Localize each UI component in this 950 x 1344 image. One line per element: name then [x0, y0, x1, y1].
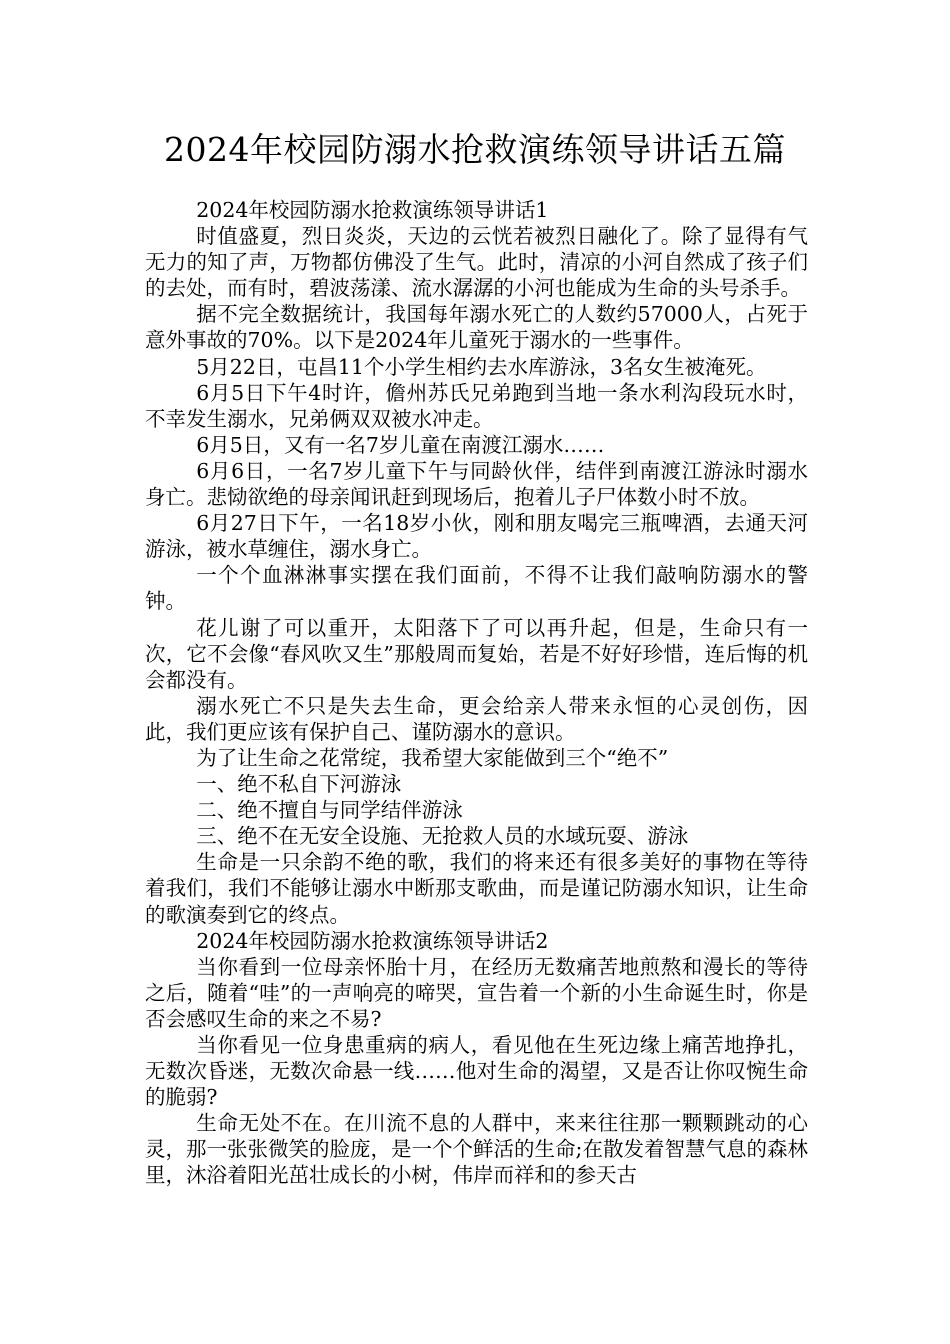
paragraph: 当你看见一位身患重病的病人，看见他在生死边缘上痛苦地挣扎，无数次昏迷，无数次命悬一线……他对生命的渴望，又是否让你叹惋生命的脆弱?	[145, 1033, 808, 1110]
paragraph: 生命无处不在。在川流不息的人群中，来来往往那一颗颗跳动的心灵，那一张张微笑的脸庞，是一个个鲜活的生命;在散发着智慧气息的森林里，沐浴着阳光茁壮成长的小树，伟岸而祥和的参天古	[145, 1111, 808, 1188]
list-item: 三、绝不在无安全设施、无抢救人员的水域玩耍、游泳	[196, 824, 689, 849]
list-item: 二、绝不擅自与同学结伴游泳	[196, 798, 463, 823]
paragraph: 6月6日，一名7岁儿童下午与同龄伙伴，结伴到南渡江游泳时溺水身亡。悲恸欲绝的母亲闻讯赶到现场后，抱着儿子尸体数小时不放。	[145, 458, 808, 510]
document-title: 2024年校园防溺水抢救演练领导讲话五篇	[164, 130, 786, 169]
paragraph: 溺水死亡不只是失去生命，更会给亲人带来永恒的心灵创伤，因此，我们更应该有保护自己、谨防溺水的意识。	[145, 693, 808, 744]
paragraph: 时值盛夏，烈日炎炎，天边的云恍若被烈日融化了。除了显得有气无力的知了声，万物都仿佛没了生气。此时，清凉的小河自然成了孩子们的去处，而有时，碧波荡漾、流水潺潺的小河也能成为生命的头号杀手。	[145, 224, 808, 301]
paragraph: 6月5日，又有一名7岁儿童在南渡江溺水……	[196, 432, 605, 457]
section-heading-2: 2024年校园防溺水抢救演练领导讲话2	[196, 928, 549, 953]
paragraph: 6月5日下午4时许，儋州苏氏兄弟跑到当地一条水利沟段玩水时，不幸发生溺水，兄弟俩双双被水冲走。	[145, 380, 808, 431]
list-item: 一、绝不私自下河游泳	[196, 772, 402, 797]
paragraph: 生命是一只余韵不绝的歌，我们的将来还有很多美好的事物在等待着我们，我们不能够让溺水中断那支歌曲，而是谨记防溺水知识，让生命的歌演奏到它的终点。	[145, 850, 808, 927]
paragraph: 6月27日下午，一名18岁小伙，刚和朋友喝完三瓶啤酒，去通天河游泳，被水草缠住，溺水身亡。	[145, 511, 808, 562]
paragraph: 花儿谢了可以重开，太阳落下了可以再升起，但是，生命只有一次，它不会像“春风吹又生”那般周而复始，若是不好好珍惜，连后悔的机会都没有。	[145, 615, 808, 692]
document-body	[145, 197, 808, 1189]
section-heading-1: 2024年校园防溺水抢救演练领导讲话1	[196, 198, 549, 222]
paragraph: 当你看到一位母亲怀胎十月，在经历无数痛苦地煎熬和漫长的等待之后，随着“哇”的一声响亮的啼哭，宣告着一个新的小生命诞生时，你是否会感叹生命的来之不易?	[145, 954, 808, 1031]
paragraph: 据不完全数据统计，我国每年溺水死亡的人数约57000人，占死于意外事故的70%。以下是2024年儿童死于溺水的一些事件。	[145, 302, 808, 353]
paragraph: 5月22日，屯昌11个小学生相约去水库游泳，3名女生被淹死。	[196, 354, 767, 379]
paragraph: 为了让生命之花常绽，我希望大家能做到三个“绝不”	[196, 745, 669, 770]
paragraph: 一个个血淋淋事实摆在我们面前，不得不让我们敲响防溺水的警钟。	[145, 563, 808, 614]
